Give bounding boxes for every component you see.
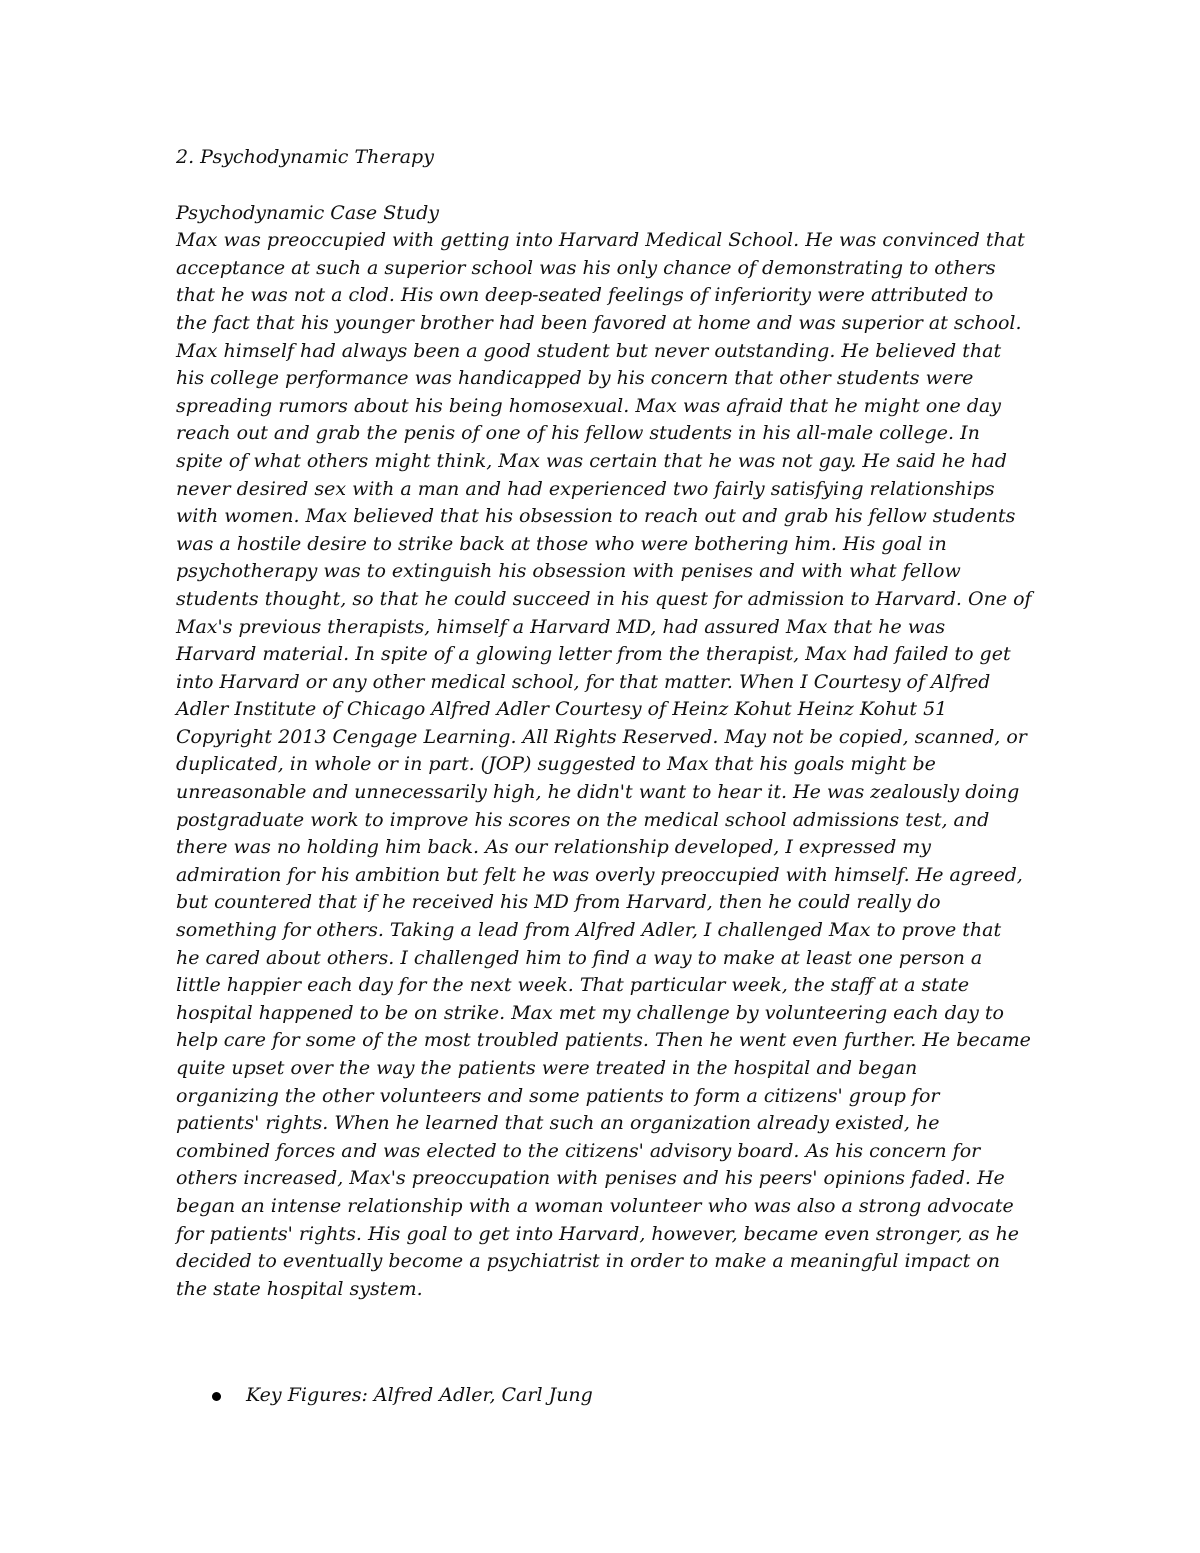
paragraph-line: patients' rights. When he learned that such an organization already existed, he	[176, 1112, 940, 1135]
paragraph-line: psychotherapy was to extinguish his obsession with penises and with what fellow	[176, 560, 961, 583]
paragraph-line: students thought, so that he could succeed in his quest for admission to Harvard. One of	[176, 587, 1032, 610]
paragraph-line: he cared about others. I challenged him to find a way to make at least one person a	[176, 946, 983, 969]
paragraph-line: combined forces and was elected to the citizens' advisory board. As his concern for	[176, 1139, 981, 1162]
paragraph-line: Max's previous therapists, himself a Harvard MD, had assured Max that he was	[176, 615, 946, 638]
paragraph-line: never desired sex with a man and had experienced two fairly satisfying relationships	[176, 477, 995, 500]
paragraph-line: help care for some of the most troubled patients. Then he went even further. He became	[176, 1029, 1031, 1052]
paragraph-line: decided to eventually become a psychiatrist in order to make a meaningful impact on	[176, 1250, 1001, 1273]
paragraph-line: with women. Max believed that his obsession to reach out and grab his fellow students	[176, 505, 1016, 528]
key-figures-text: Key Figures: Alfred Adler, Carl Jung	[246, 1384, 593, 1406]
key-figures-list	[208, 1382, 593, 1410]
document-body	[176, 144, 1036, 1303]
paragraph-line: reach out and grab the penis of one of his fellow students in his all-male college. In	[176, 422, 980, 445]
paragraph-line: but countered that if he received his MD from Harvard, then he could really do	[176, 891, 941, 914]
paragraph-line: Adler Institute of Chicago Alfred Adler Courtesy of Heinz Kohut Heinz Kohut 51	[176, 698, 948, 721]
list-item	[208, 1382, 593, 1410]
paragraph-line: for patients' rights. His goal to get into Harvard, however, became even stronger, as he	[176, 1222, 1020, 1245]
case-study-paragraph	[176, 227, 1036, 1303]
paragraph-line: his college performance was handicapped by his concern that other students were	[176, 367, 974, 390]
paragraph-line: acceptance at such a superior school was his only chance of demonstrating to others	[176, 256, 996, 279]
paragraph-line: began an intense relationship with a woman volunteer who was also a strong advocate	[176, 1194, 1014, 1217]
bullet-icon	[212, 1392, 221, 1401]
paragraph-line: unreasonable and unnecessarily high, he didn't want to hear it. He was zealously doing	[176, 781, 1020, 804]
paragraph-line: the fact that his younger brother had been favored at home and was superior at school.	[176, 311, 1022, 334]
paragraph-line: others increased, Max's preoccupation with penises and his peers' opinions faded. He	[176, 1167, 1005, 1190]
paragraph-line: little happier each day for the next week. That particular week, the staff at a state	[176, 974, 970, 997]
paragraph-line: postgraduate work to improve his scores on the medical school admissions test, and	[176, 808, 990, 831]
paragraph-line: duplicated, in whole or in part. (JOP) suggested to Max that his goals might be	[176, 753, 936, 776]
paragraph-line: something for others. Taking a lead from Alfred Adler, I challenged Max to prove that	[176, 919, 1002, 942]
paragraph-line: Copyright 2013 Cengage Learning. All Rights Reserved. May not be copied, scanned, or	[176, 725, 1027, 748]
paragraph-line: there was no holding him back. As our relationship developed, I expressed my	[176, 836, 932, 859]
paragraph-line: hospital happened to be on strike. Max met my challenge by volunteering each day to	[176, 1001, 1004, 1024]
paragraph-line: Harvard material. In spite of a glowing letter from the therapist, Max had failed to get	[176, 643, 1011, 666]
paragraph-line: quite upset over the way the patients were treated in the hospital and began	[176, 1057, 918, 1079]
case-study-title: Psychodynamic Case Study	[176, 201, 439, 224]
paragraph-line: that he was not a clod. His own deep-seated feelings of inferiority were attributed to	[176, 284, 994, 307]
paragraph-line: spite of what others might think, Max was certain that he was not gay. He said he had	[176, 449, 1007, 472]
paragraph-line: was a hostile desire to strike back at those who were bothering him. His goal in	[176, 532, 947, 555]
section-heading: 2. Psychodynamic Therapy	[176, 146, 434, 168]
paragraph-line: the state hospital system.	[176, 1277, 423, 1300]
paragraph-line: into Harvard or any other medical school, for that matter. When I Courtesy of Alfred	[176, 670, 991, 693]
paragraph-line: organizing the other volunteers and some patients to form a citizens' group for	[176, 1084, 940, 1107]
paragraph-line: admiration for his ambition but felt he was overly preoccupied with himself. He agreed,	[176, 863, 1023, 886]
paragraph-line: Max himself had always been a good student but never outstanding. He believed that	[176, 339, 1002, 362]
paragraph-line: Max was preoccupied with getting into Harvard Medical School. He was convinced that	[176, 229, 1025, 252]
paragraph-line: spreading rumors about his being homosexual. Max was afraid that he might one day	[176, 394, 1002, 417]
